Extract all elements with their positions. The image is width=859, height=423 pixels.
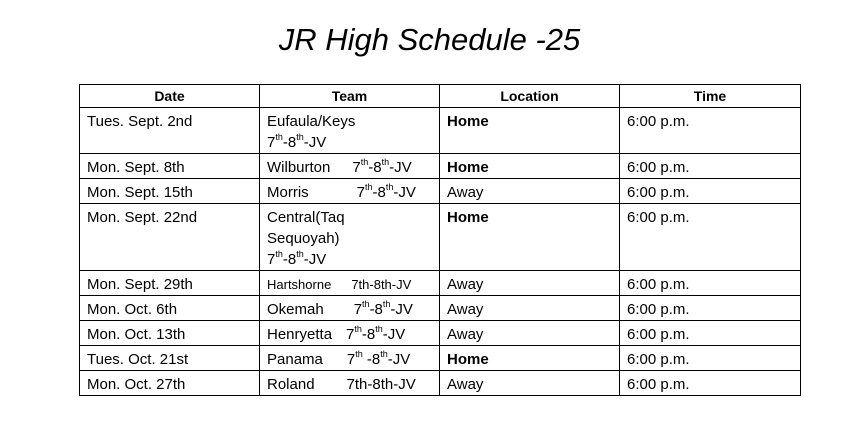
location-cell: Away [440, 296, 620, 321]
time-cell: 6:00 p.m. [620, 108, 801, 154]
table-row [80, 271, 801, 296]
team-cell [260, 204, 440, 271]
date-cell: Mon. Oct. 13th [80, 321, 260, 346]
team-level: 7th-8th-JV [353, 299, 413, 318]
time-cell: 6:00 p.m. [620, 154, 801, 179]
team-level: 7th -8th-JV [346, 349, 411, 368]
team-level: 7th-8th-JV [346, 376, 416, 393]
date-cell: Tues. Oct. 21st [80, 346, 260, 371]
location-cell: Away [440, 271, 620, 296]
team-level: 7th-8th-JV [267, 132, 327, 151]
team-name-line: Central(Taq [267, 209, 345, 226]
location-cell: Away [440, 179, 620, 204]
team-cell [260, 108, 440, 154]
table-row [80, 179, 801, 204]
team-name: Henryetta [267, 326, 333, 343]
team-name: Okemah [267, 301, 324, 318]
team-level: 7th-8th-JV [352, 157, 412, 176]
time-cell: 6:00 p.m. [620, 321, 801, 346]
time-cell: 6:00 p.m. [620, 346, 801, 371]
team-cell [260, 271, 440, 296]
time-cell: 6:00 p.m. [620, 179, 801, 204]
header-time: Time [620, 85, 801, 108]
location-cell: Home [440, 346, 620, 371]
table-row [80, 371, 801, 396]
date-cell: Mon. Oct. 27th [80, 371, 260, 396]
date-cell: Mon. Sept. 15th [80, 179, 260, 204]
team-level: 7th-8th-JV [356, 182, 416, 201]
header-location: Location [440, 85, 620, 108]
time-cell: 6:00 p.m. [620, 296, 801, 321]
team-cell [260, 179, 440, 204]
location-cell: Home [440, 204, 620, 271]
team-cell [260, 296, 440, 321]
table-row [80, 296, 801, 321]
date-cell: Mon. Oct. 6th [80, 296, 260, 321]
header-team: Team [260, 85, 440, 108]
location-cell: Away [440, 321, 620, 346]
table-row [80, 108, 801, 154]
page-title: JR High Schedule -25 [278, 22, 581, 57]
table-row [80, 321, 801, 346]
team-cell [260, 321, 440, 346]
team-cell [260, 346, 440, 371]
date-cell: Mon. Sept. 8th [80, 154, 260, 179]
team-level: 7th-8th-JV [351, 277, 412, 292]
table-header-row [80, 85, 801, 108]
team-name-line: Sequoyah) [267, 230, 340, 247]
team-name: Wilburton [267, 159, 331, 176]
team-name: Roland [267, 376, 315, 393]
date-cell: Mon. Sept. 22nd [80, 204, 260, 271]
location-cell: Away [440, 371, 620, 396]
time-cell: 6:00 p.m. [620, 371, 801, 396]
date-cell: Tues. Sept. 2nd [80, 108, 260, 154]
team-level: 7th-8th-JV [267, 249, 327, 268]
schedule-table [79, 84, 801, 396]
table-row [80, 346, 801, 371]
team-name: Morris [267, 184, 309, 201]
team-cell [260, 371, 440, 396]
header-date: Date [80, 85, 260, 108]
team-name: Eufaula/Keys [267, 113, 356, 130]
time-cell: 6:00 p.m. [620, 271, 801, 296]
location-cell: Home [440, 108, 620, 154]
team-level: 7th-8th-JV [346, 324, 406, 343]
time-cell: 6:00 p.m. [620, 204, 801, 271]
team-name: Panama [267, 351, 323, 368]
team-name: Hartshorne [267, 277, 332, 292]
table-row [80, 154, 801, 179]
location-cell: Home [440, 154, 620, 179]
date-cell: Mon. Sept. 29th [80, 271, 260, 296]
team-cell [260, 154, 440, 179]
table-row [80, 204, 801, 271]
